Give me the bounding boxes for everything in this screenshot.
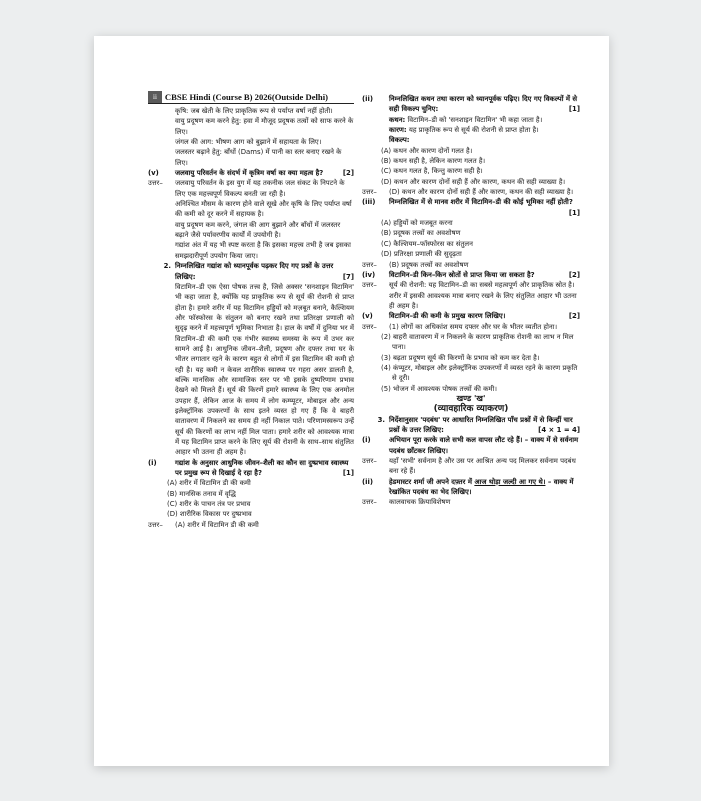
question-text: निम्नलिखित गद्यांश को ध्यानपूर्वक पढ़कर दिए गए प्रश्नों के उत्तर लिखिए: [7] <box>175 262 354 281</box>
item-label: उत्तर– <box>362 260 377 269</box>
item-label: उत्तर– <box>362 457 377 466</box>
answer-text: यहाँ 'सभी' सर्वनाम है और उस पर आश्रित अन्य पद मिलकर सर्वनाम पदबंध बना रहे हैं। <box>389 457 576 476</box>
left-column <box>148 106 354 530</box>
text-line: जंगल की आग: भीषण आग को बुझाने में सहायता के लिए। <box>175 138 322 147</box>
option-item: (5) भोजन में आवश्यक पोषक तत्त्वों की कमी। <box>381 384 497 393</box>
document-page <box>94 36 609 766</box>
section-subheading: (व्यावहारिक व्याकरण) <box>433 404 509 415</box>
answer-block <box>148 178 354 199</box>
underlined-phrase: आज थोड़ा जल्दी आ गए थे। <box>474 477 546 486</box>
answer-block <box>362 187 580 197</box>
item-label: उत्तर– <box>362 281 377 290</box>
question-text: निम्नलिखित में से मानव शरीर में विटामिन–डी की कोई भूमिका नहीं होती? [1] <box>389 198 580 217</box>
item-label: (i) <box>148 458 157 467</box>
option-item: (B) कथन सही है, लेकिन कारण गलत है। <box>381 157 486 166</box>
question-block <box>148 168 354 178</box>
option-item: (C) कथन गलत है, किन्तु कारण सही है। <box>381 167 483 176</box>
option-item: (C) शरीर के पाचन तंत्र पर प्रभाव <box>167 500 251 509</box>
right-column <box>362 94 580 508</box>
marks: [1] <box>342 469 354 478</box>
marks: [2] <box>568 312 580 321</box>
option-item: (A) हड्डियों को मजबूत करना <box>381 219 453 228</box>
item-label: 3. <box>377 415 385 424</box>
item-label: (ii) <box>362 477 374 486</box>
question-block <box>362 197 580 218</box>
lead-label: कारण: <box>389 126 407 135</box>
item-label: 2. <box>163 262 171 271</box>
option-item: (A) कथन और कारण दोनों गलत है। <box>381 146 473 155</box>
answer-text: सूर्य की रोशनी: यह विटामिन–डी का सबसे महत्वपूर्ण और प्राकृतिक स्रोत है। शरीर में इसकी आवश्यक मात्रा बनाए रखने के लिए संतुलित आहार भी उतना ही अहम है। <box>389 281 577 310</box>
page-number: ii <box>148 91 162 103</box>
text-line: कथन: विटामिन–डी को 'सनशाइन विटामिन' भी कहा जाता है। <box>389 115 543 124</box>
lead-label: कथन: <box>389 115 406 124</box>
option-item: (2) बाहरी वातावरण में न निकलने के कारण प्राकृतिक रोशनी का लाभ न मिल पाना। <box>381 332 574 352</box>
question-block <box>362 270 580 280</box>
text-line: वायु प्रदूषण कम करने, जंगल की आग बुझाने और बाँधों में जलस्तर बढ़ाने जैसे पर्यावरणीय कार्यों में उपयोगी है। <box>175 220 341 240</box>
answer-block <box>362 280 580 311</box>
question-text: गद्यांश के अनुसार आधुनिक जीवन–शैली का कौन सा दुष्प्रभाव स्वास्थ्य पर प्रमुख रूप से दिखाई दे रहा है? [1] <box>175 458 354 478</box>
item-label: (iv) <box>362 270 376 279</box>
text-line: विकल्प: <box>389 136 410 145</box>
question-block <box>362 94 580 115</box>
marks: [4 × 1 = 4] <box>538 426 580 434</box>
page-header <box>148 91 328 103</box>
item-label: (v) <box>148 169 159 178</box>
option-item: (D) प्रतिरक्षा प्रणाली की सुदृढ़ता <box>381 250 462 259</box>
option-item: (B) मानसिक तनाव में वृद्धि <box>167 489 236 498</box>
marks: [2] <box>568 270 580 279</box>
answer-block <box>362 322 580 332</box>
marks: [2] <box>342 169 354 178</box>
text-line: गद्यांश अंत में यह भी स्पष्ट करता है कि इसका महत्त्व तभी है जब इसका समझदारीपूर्ण उपयोग किया जाए। <box>175 241 351 260</box>
question-block <box>362 435 580 456</box>
item-label: उत्तर– <box>362 498 377 507</box>
item-label: उत्तर– <box>148 179 163 188</box>
option-item: (D) कथन और कारण दोनों सही हैं और कारण, कथन की सही व्याख्या है। <box>381 177 566 186</box>
marks: [1] <box>568 208 580 217</box>
question-text: अभियान पूरा करके वाले सभी कल वापस लौट रहे हैं। – वाक्य में से सर्वनाम पदबंध छाँटकर लिखिए। <box>389 436 579 455</box>
question-text: निम्नलिखित कथन तथा कारण को ध्यानपूर्वक पढ़िए। दिए गए विकल्पों में से सही विकल्प चुनिए: [1] <box>389 95 580 114</box>
question-block <box>148 458 354 479</box>
option-item: (4) कंप्यूटर, मोबाइल और इलेक्ट्रॉनिक उपकरणों में व्यस्त रहने के कारण प्रकृति से दूरी। <box>381 363 578 383</box>
item-label: उत्तर– <box>148 520 163 529</box>
answer-text: (D) कथन और कारण दोनों सही हैं और कारण, कथन की सही व्याख्या है। <box>389 188 574 197</box>
answer-text: (B) प्रदूषक तत्त्वों का अवशोषण <box>389 260 469 269</box>
question-text: विटामिन–डी की कमी के प्रमुख कारण लिखिए। [2] <box>389 312 580 321</box>
running-title: CBSE Hindi (Course B) 2026(Outside Delhi) <box>164 92 328 102</box>
question-text: विटामिन–डी किन–किन स्रोतों से प्राप्त किया जा सकता है? [2] <box>389 270 580 279</box>
option-item: (C) कैल्शियम–फॉस्फोरस का संतुलन <box>381 239 473 248</box>
question-block <box>362 311 580 321</box>
section-heading: खण्ड 'ख' <box>456 393 486 403</box>
header-rule <box>148 103 354 104</box>
question-text: जलवायु परिवर्तन के संदर्भ में कृत्रिम वर्षा का क्या महत्व है? [2] <box>175 169 354 178</box>
marks: [1] <box>568 105 580 114</box>
option-item: (3) बढ़ता प्रदूषण सूर्य की किरणों के प्रभाव को कम कर देता है। <box>381 353 540 362</box>
text-line: वायु प्रदूषण कम करने हेतु: हवा में मौजूद प्रदूषक तत्वों को साफ करने के लिए। <box>175 117 354 136</box>
item-label: उत्तर– <box>362 322 377 331</box>
text-line: कृषि: जब खेती के लिए प्राकृतिक रूप से पर्याप्त वर्षा नहीं होती। <box>175 107 333 115</box>
answer-text: जलवायु परिवर्तन के इस युग में यह तकनीक जल संकट के निपटने के लिए एक महत्त्वपूर्ण विकल्प बनती जा रही है। <box>175 179 345 198</box>
question-block <box>148 261 354 282</box>
item-label: (ii) <box>362 95 374 103</box>
item-label: उत्तर– <box>362 188 377 197</box>
text-line: कारण: यह प्राकृतिक रूप से सूर्य की रोशनी से प्राप्त होता है। <box>389 126 539 135</box>
item-label: (v) <box>362 312 373 321</box>
item-label: (iii) <box>362 198 376 207</box>
option-item: (B) प्रदूषक तत्त्वों का अवशोषण <box>381 229 461 238</box>
answer-text: कालवाचक क्रियाविशेषण <box>389 498 451 507</box>
text-line: अनिश्चित मौसम के कारण होने वाले सूखे और कृषि के लिए पर्याप्त वर्षा की कमी को दूर करने में सहायक है। <box>175 200 352 219</box>
item-label: (i) <box>362 436 371 445</box>
answer-block <box>362 260 580 270</box>
answer-block <box>362 497 580 507</box>
marks: [7] <box>342 272 354 281</box>
question-block <box>362 477 580 498</box>
question-text: हेडमास्टर शर्मा जी अपने दफ़्तर में आज थोड़ा जल्दी आ गए थे। – वाक्य में रेखांकित पदबंध का भेद लिखिए। <box>389 477 574 497</box>
answer-block <box>362 456 580 477</box>
question-block <box>362 415 580 436</box>
question-text: निर्देशानुसार 'पदबंध' पर आधारित निम्नलिखित पाँच प्रश्नों में से किन्हीं चार प्रश्नों के उत्तर लिखिए: [4 × 1 = 4] <box>389 415 580 434</box>
option-item: (D) शारीरिक विकास पर दुष्प्रभाव <box>167 510 252 519</box>
answer-text: (1) लोगों का अधिकांश समय दफ्तर और घर के भीतर व्यतीत होना। <box>389 322 558 331</box>
answer-block <box>148 520 354 530</box>
passage-paragraph: विटामिन–डी एक ऐसा पोषक तत्त्व है, जिसे अक्सर 'सनशाइन विटामिन' भी कहा जाता है, क्योंकि यह प्राकृतिक रूप से सूर्य की रोशनी से प्राप्त होता है। हमारे शरीर में यह विटामिन हड्डियों को मज़बूत बनाने, कैल्शियम और फॉस्फोरस के संतुलन को बनाए रखने तथा प्रतिरक्षा प्रणाली को सुदृढ़ करने में महत्त्वपूर्ण भूमिका निभाता है। हाल के वर्षों में दुनिया भर में विटामिन–डी की कमी एक गंभीर स्वास्थ्य समस्या के रूप में उभर कर सामने आई है। आधुनिक जीवन–शैली, प्रदूषण और दफ्तर तथा घर के भीतर लगातार रहने के कारण बहुत से लोगों में इस विटामिन की कमी हो रही है। यह कमी न केवल शारीरिक स्वास्थ्य पर गहरा असर डालती है, बल्कि मानसिक और सामाजिक स्तर पर भी इसके दुष्परिणाम प्रभाव देखने को मिलते हैं। सूर्य की किरणें हमारे स्वास्थ्य के लिए एक अनमोल उपहार हैं, लेकिन आज के समय में लोग कम्प्यूटर, मोबाइल और अन्य इलेक्ट्रॉनिक उपकरणों के साथ इतने व्यस्त हो गए हैं कि वे बाहरी वातावरण में निकलने का समय ही नहीं निकाल पाते। परिणामस्वरूप उन्हें सूर्य की किरणों का लाभ नहीं मिल पाता। हमारे शरीर को आवश्यक मात्रा में यह विटामिन प्राप्त करने के लिए सूर्य की रोशनी के साथ–साथ संतुलित आहार भी उतना ही अहम है। <box>175 282 354 457</box>
answer-text: (A) शरीर में विटामिन डी की कमी <box>175 520 259 529</box>
text-line: जलस्तर बढ़ाने हेतु: बाँधों (Dams) में पानी का स्तर बनाए रखने के लिए। <box>175 148 342 167</box>
option-item: (A) शरीर में विटामिन डी की कमी <box>167 479 251 488</box>
